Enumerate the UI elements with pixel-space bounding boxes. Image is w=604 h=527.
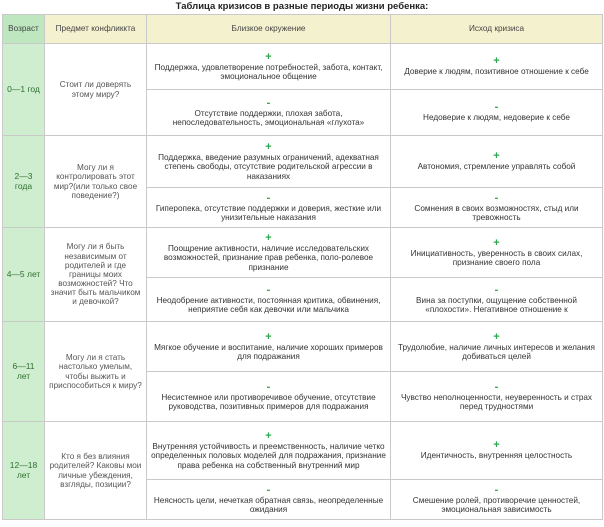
minus-icon: - xyxy=(266,283,271,296)
age-cell: 6—11 лет xyxy=(3,322,45,422)
age-cell: 2—3 года xyxy=(3,136,45,228)
age-cell: 4—5 лет xyxy=(3,228,45,322)
plus-icon: + xyxy=(493,439,500,452)
env-positive-cell xyxy=(147,228,391,278)
env-positive-text: Поддержка, введение разумных ограничений, адекватная степень свободы, отсутствие родительской агрессии в наказаниях xyxy=(158,153,379,181)
plus-icon: + xyxy=(493,330,500,343)
plus-icon: + xyxy=(265,430,272,443)
minus-icon: - xyxy=(494,191,499,204)
env-positive-cell xyxy=(147,44,391,90)
header-outcome: Исход кризиса xyxy=(391,15,603,44)
subject-cell: Могу ли я стать настолько умелым, чтобы выжить и приспособиться к миру? xyxy=(45,322,147,422)
outcome-negative-cell xyxy=(391,372,603,422)
outcome-positive-text: Идентичность, внутренняя целостность xyxy=(420,451,573,461)
env-positive-cell xyxy=(147,136,391,188)
subject-cell: Стоит ли доверять этому миру? xyxy=(45,44,147,136)
env-positive-cell xyxy=(147,422,391,480)
header-subject: Предмет конфликкта xyxy=(45,15,147,44)
header-row xyxy=(3,15,603,44)
outcome-positive-text: Доверие к людям, позитивное отношение к себе xyxy=(404,67,589,77)
table-row xyxy=(3,228,603,278)
outcome-negative-text: Вина за поступки, ощущение собственной «плохости». Негативное отношение к xyxy=(416,295,577,314)
plus-icon: + xyxy=(493,55,500,68)
outcome-negative-text: Недоверие к людям, недоверие к себе xyxy=(423,113,570,123)
env-negative-text: Несистемное или противоречивое обучение, отсутствие руководства, позитивных примеров для подражания xyxy=(161,392,376,411)
crisis-table xyxy=(2,14,603,520)
outcome-positive-cell xyxy=(391,44,603,90)
env-negative-cell xyxy=(147,188,391,228)
outcome-positive-text: Инициативность, уверенность в своих силах, признание своего пола xyxy=(410,248,583,267)
env-positive-cell xyxy=(147,322,391,372)
outcome-positive-cell xyxy=(391,422,603,480)
outcome-negative-text: Чувство неполноценности, неуверенность и страх перед трудностями xyxy=(400,392,593,411)
minus-icon: - xyxy=(266,191,271,204)
outcome-positive-cell xyxy=(391,322,603,372)
env-positive-text: Внутренняя устойчивость и преемственность, наличие четко определенных половых моделей для подражания, признание права ребенка на собственный внутренний мир xyxy=(151,442,386,470)
age-cell: 12—18 лет xyxy=(3,422,45,520)
minus-icon: - xyxy=(494,101,499,114)
subject-cell: Могу ли я быть независимым от родителей и где границы моих возможностей? Что значит быть мальчиком и девочкой? xyxy=(45,228,147,322)
plus-icon: + xyxy=(265,141,272,154)
minus-icon: - xyxy=(494,483,499,496)
header-environment: Близкое окружение xyxy=(147,15,391,44)
env-negative-cell xyxy=(147,372,391,422)
outcome-negative-cell xyxy=(391,188,603,228)
env-negative-text: Неодобрение активности, постоянная критика, обвинения, неприятие себя как девочки или мальчика xyxy=(156,295,381,314)
table-title: Таблица кризисов в разные периоды жизни ребенка: xyxy=(175,1,429,12)
env-positive-text: Мягкое обучение и воспитание, наличие хороших примеров для подражания xyxy=(154,342,383,361)
table-row xyxy=(3,136,603,188)
outcome-negative-text: Смешение ролей, противоречие ценностей, эмоциональная зависимость xyxy=(412,495,581,514)
env-negative-cell xyxy=(147,480,391,520)
env-negative-cell xyxy=(147,90,391,136)
subject-cell: Могу ли я контролировать этот мир?(или только свое поведение?) xyxy=(45,136,147,228)
env-negative-text: Гиперопека, отсутствие поддержки и доверия, жесткие или унизительные наказания xyxy=(155,203,382,222)
env-negative-text: Отсутствие поддержки, плохая забота, непоследовательность, эмоциональная «глухота» xyxy=(172,108,365,127)
outcome-positive-cell xyxy=(391,228,603,278)
plus-icon: + xyxy=(265,232,272,245)
minus-icon: - xyxy=(266,483,271,496)
table-row xyxy=(3,422,603,480)
minus-icon: - xyxy=(494,283,499,296)
header-age: Возраст xyxy=(3,15,45,44)
subject-cell: Кто я без влияния родителей? Каковы мои личные убеждения, взгляды, позиции? xyxy=(45,422,147,520)
table-row xyxy=(3,322,603,372)
plus-icon: + xyxy=(493,150,500,163)
outcome-negative-cell xyxy=(391,480,603,520)
plus-icon: + xyxy=(265,330,272,343)
minus-icon: - xyxy=(494,380,499,393)
outcome-negative-cell xyxy=(391,90,603,136)
env-negative-text: Неясность цели, нечеткая обратная связь, неопределенные ожидания xyxy=(153,495,384,514)
plus-icon: + xyxy=(265,50,272,63)
minus-icon: - xyxy=(266,96,271,109)
outcome-positive-text: Автономия, стремление управлять собой xyxy=(417,162,576,172)
env-positive-text: Поощрение активности, наличие исследовательских возможностей, признание прав ребенка, поло-ролевое признание xyxy=(163,244,374,272)
outcome-negative-cell xyxy=(391,278,603,322)
plus-icon: + xyxy=(493,236,500,249)
env-negative-cell xyxy=(147,278,391,322)
outcome-positive-text: Трудолюбие, наличие личных интересов и желания добиваться целей xyxy=(398,342,595,361)
table-row xyxy=(3,44,603,90)
age-cell: 0—1 год xyxy=(3,44,45,136)
minus-icon: - xyxy=(266,380,271,393)
outcome-positive-cell xyxy=(391,136,603,188)
env-positive-text: Поддержка, удовлетворение потребностей, забота, контакт, эмоциональное общение xyxy=(154,62,383,81)
outcome-negative-text: Сомнения в своих возможностях, стыд или тревожность xyxy=(414,203,579,222)
